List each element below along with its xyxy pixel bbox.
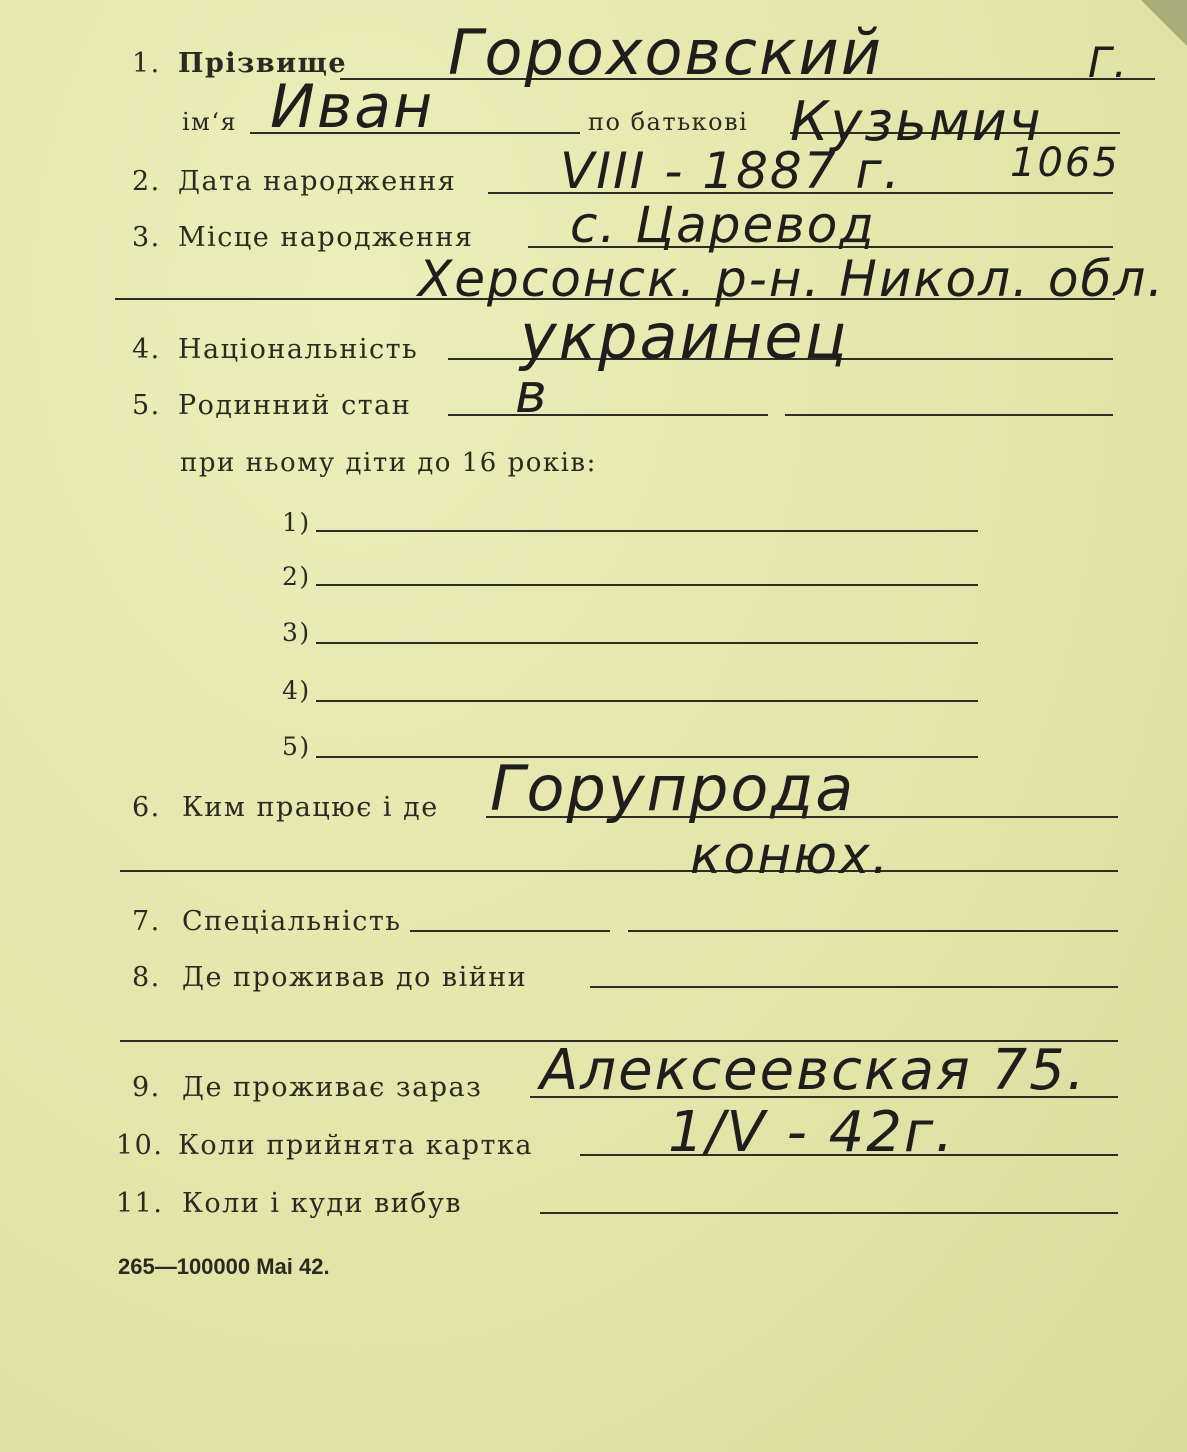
child-3-line (316, 642, 978, 644)
child-1-label: 1) (282, 508, 311, 537)
birth-extra-handwritten[interactable]: 1065 (1010, 140, 1120, 186)
q1-patronymic-label: по батькові (588, 108, 749, 136)
patronymic-handwritten[interactable]: Кузьмич (790, 90, 1043, 153)
nationality-handwritten[interactable]: украинец (520, 300, 849, 373)
q5-label: Родинний стан (178, 390, 412, 421)
work-2-handwritten[interactable]: конюх. (690, 826, 891, 886)
q5-number: 5. (132, 390, 161, 421)
surname-suffix-handwritten[interactable]: Г. (1088, 38, 1129, 87)
q10-number: 10. (116, 1130, 164, 1161)
q7-number: 7. (132, 906, 161, 937)
card-date-handwritten[interactable]: 1/V - 42г. (668, 1100, 956, 1165)
q8-number: 8. (132, 962, 161, 993)
marital-status-line-1 (448, 414, 768, 416)
specialty-line-1 (410, 930, 610, 932)
q5-children-label: при ньому діти до 16 років: (180, 448, 597, 478)
current-residence-handwritten[interactable]: Алексеевская 75. (540, 1038, 1087, 1103)
q7-label: Спеціальність (182, 906, 402, 937)
q1-name-label: ім‘я (182, 108, 238, 136)
q2-label: Дата народження (178, 166, 457, 197)
q11-label: Коли і куди вибув (182, 1188, 463, 1219)
child-4-label: 4) (282, 676, 311, 705)
marital-status-handwritten[interactable]: в (515, 362, 549, 425)
q10-label: Коли прийнята картка (178, 1130, 533, 1161)
q1-number: 1. (132, 48, 161, 79)
work-line-2 (120, 870, 1118, 872)
q9-label: Де проживає зараз (182, 1072, 483, 1103)
child-5-label: 5) (282, 732, 311, 761)
q3-number: 3. (132, 222, 161, 253)
q8-label: Де проживав до війни (182, 962, 528, 993)
surname-handwritten[interactable]: Гороховский (448, 16, 884, 89)
prewar-residence-line-1 (590, 986, 1118, 988)
marital-status-line-2 (785, 414, 1113, 416)
child-1-line (316, 530, 978, 532)
q11-number: 11. (116, 1188, 164, 1219)
child-2-line (316, 584, 978, 586)
child-3-label: 3) (282, 618, 311, 647)
first-name-handwritten[interactable]: Иван (270, 72, 435, 142)
departure-line (540, 1212, 1118, 1214)
q4-number: 4. (132, 334, 161, 365)
child-4-line (316, 700, 978, 702)
work-1-handwritten[interactable]: Горупрода (490, 752, 856, 825)
q3-label: Місце народження (178, 222, 474, 253)
specialty-line-2 (628, 930, 1118, 932)
q1-label: Прізвище (178, 48, 348, 79)
q6-label: Ким працює і де (182, 792, 439, 823)
birth-place-2-handwritten[interactable]: Херсонск. р-н. Никол. обл. (418, 250, 1166, 308)
q2-number: 2. (132, 166, 161, 197)
torn-corner (1141, 0, 1187, 46)
q6-number: 6. (132, 792, 161, 823)
q9-number: 9. (132, 1072, 161, 1103)
q4-label: Національність (178, 334, 419, 365)
birth-place-1-handwritten[interactable]: с. Царевод (570, 196, 876, 254)
birth-date-handwritten[interactable]: VIII - 1887 г. (560, 142, 902, 200)
child-2-label: 2) (282, 562, 311, 591)
print-code: 265—100000 Mai 42. (118, 1254, 330, 1279)
